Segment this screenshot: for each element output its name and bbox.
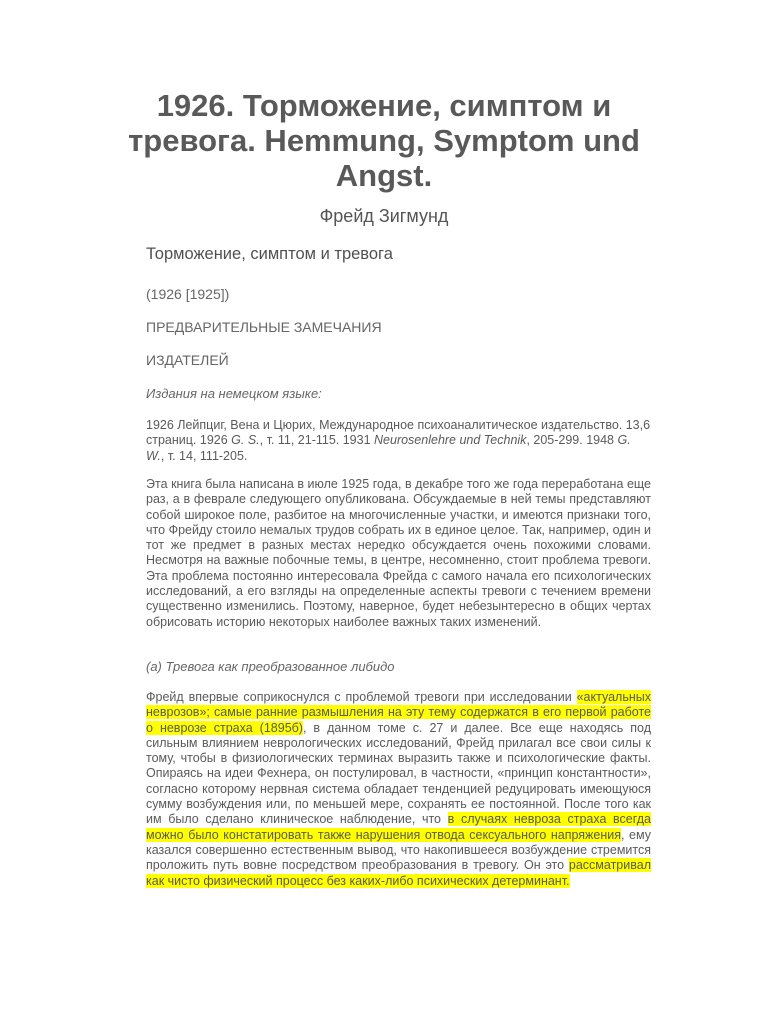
work-subtitle: Торможение, симптом и тревога — [146, 245, 393, 263]
editions-heading: Издания на немецком языке: — [146, 386, 322, 401]
highlighted-text: в случаях невроза страха всегда можно было констатировать также нарушения отвода сексуального напряжения — [146, 812, 652, 842]
para-text: , в данном томе с. 27 и далее. Все еще находясь под сильным влиянием неврологических исследований, Фрейд прилагал все свои силы к тому, чтобы в физиологических терминах выразить также и психологические факты. Опираясь на идеи Фехнера, он постулировал, в частности, «принцип константности», согласно которому нервная система обладает тенденцией редуцировать имеющуюся сумму возбуждения или, по меньшей мере, сохранять ее постоянной. После того как им было сделано клиническое наблюдение, что — [146, 720, 651, 827]
paragraph-intro — [146, 477, 651, 630]
ref-text: , 205-299. 1948 — [526, 433, 618, 448]
ref-gw: G. W. — [146, 433, 631, 463]
ref-text: , т. 11, 21-115. 1931 — [259, 433, 375, 448]
ref-neurosenlehre: Neurosenlehre und Technik — [374, 433, 527, 448]
year-line: (1926 [1925]) — [146, 286, 230, 302]
author-name: Фрейд Зигмунд — [319, 206, 449, 226]
editions-references — [146, 418, 651, 464]
document-title: 1926. Торможение, симптом и тревога. Hemmung, Symptom und Angst. — [128, 88, 640, 193]
highlighted-text: «актуальных неврозов»; самые ранние размышления на эту тему содержатся в его первой работе о неврозе страха (1895б) — [146, 690, 651, 735]
section-heading-1: ПРЕДВАРИТЕЛЬНЫЕ ЗАМЕЧАНИЯ — [146, 319, 382, 335]
section-heading-2: ИЗДАТЕЛЕЙ — [146, 352, 229, 368]
para-text: Фрейд впервые соприкоснулся с проблемой тревоги при исследовании — [146, 690, 577, 704]
ref-text: 1926 Лейпциг, Вена и Цюрих, Международное психоаналитическое издательство. 13,6 страниц. 1926 — [146, 418, 651, 448]
ref-gs: G. S. — [231, 433, 260, 448]
section-a-heading: (а) Тревога как преобразованное либидо — [146, 659, 395, 674]
para-text: , ему казался совершенно естественным вывод, что накопившееся возбуждение стремится проложить путь вовне посредством преобразования в тревогу. Он это — [146, 827, 651, 873]
highlighted-text: рассматривал как чисто физический процесс без каких-либо психических детерминант. — [146, 858, 651, 888]
paragraph-anxiety — [146, 690, 651, 889]
paragraph-intro-text: Эта книга была написана в июле 1925 года, в декабре того же года переработана еще раз, а в феврале следующего опубликована. Обсуждаемые в ней темы представляют собой широкое поле, разбитое на многочисленные участки, и имеются признаки того, что Фрейду стоило немалых трудов собрать их в единое целое. Так, например, один и тот же предмет в разных местах нередко обсуждается очень похожими словами. Несмотря на важные побочные темы, в центре, несомненно, стоит проблема тревоги. Эта проблема постоянно интересовала Фрейда с самого начала его психологических исследований, а его взгляды на определенные аспекты тревоги с течением времени существенно изменились. Поэтому, наверное, будет небезынтересно в общих чертах обрисовать историю некоторых наиболее важных таких изменений. — [146, 477, 651, 629]
ref-text: , т. 14, 111-205. — [160, 448, 248, 463]
